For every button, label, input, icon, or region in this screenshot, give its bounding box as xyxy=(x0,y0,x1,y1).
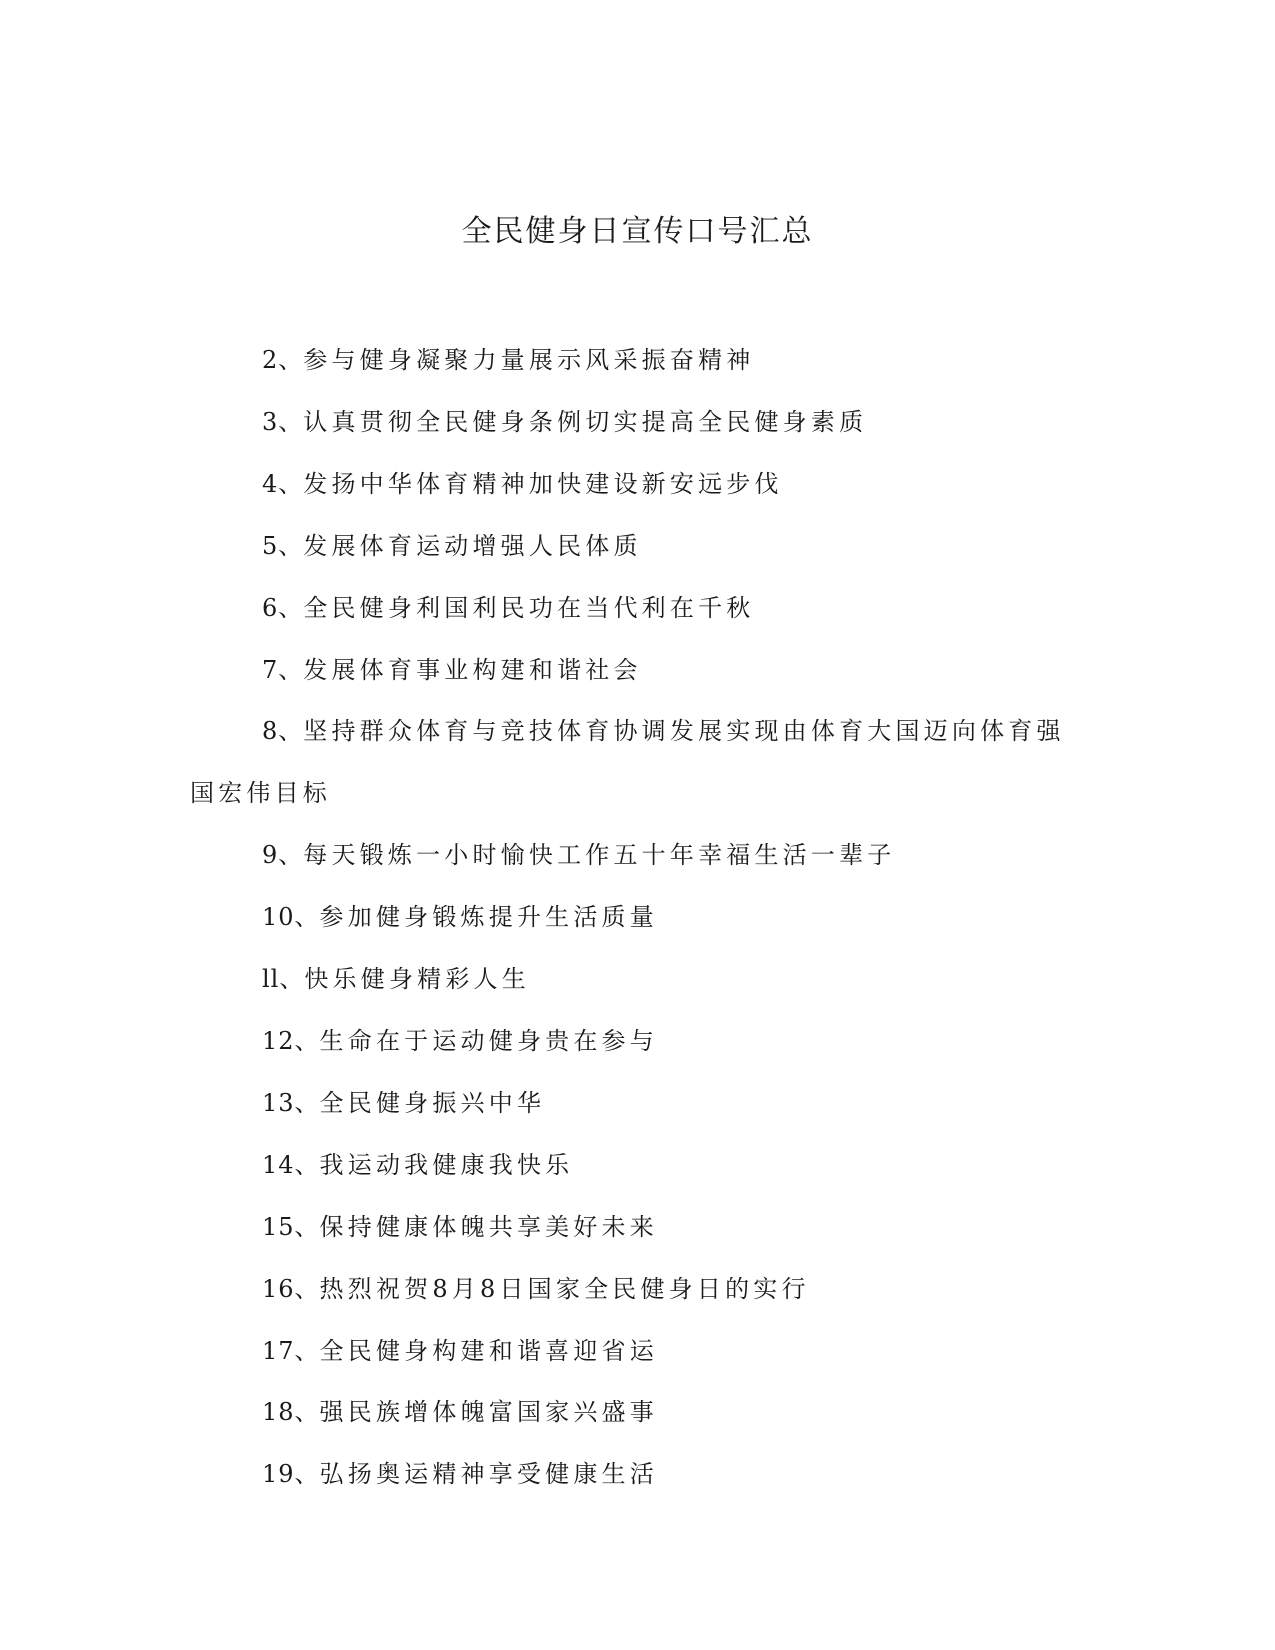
slogan-text: 快乐健身精彩人生 xyxy=(304,965,530,994)
slogan-item xyxy=(190,1135,1070,1197)
slogan-list xyxy=(190,330,1070,1506)
slogan-item xyxy=(190,454,1070,516)
slogan-text: 我运动我健康我快乐 xyxy=(319,1150,574,1179)
slogan-number: 5、 xyxy=(262,531,304,560)
slogan-number: 3、 xyxy=(262,407,304,436)
slogan-item xyxy=(190,701,1070,825)
slogan-item xyxy=(190,578,1070,640)
slogan-item xyxy=(190,1321,1070,1383)
slogan-item xyxy=(190,887,1070,949)
slogan-item xyxy=(190,949,1070,1011)
slogan-item xyxy=(190,516,1070,578)
slogan-number: 12、 xyxy=(262,1026,320,1055)
slogan-number: 4、 xyxy=(262,469,304,498)
slogan-number: 8、 xyxy=(262,717,304,746)
slogan-text: 发展体育事业构建和谐社会 xyxy=(303,655,642,684)
slogan-item xyxy=(190,392,1070,454)
slogan-item xyxy=(190,825,1070,887)
slogan-number: 6、 xyxy=(262,593,304,622)
slogan-item xyxy=(190,640,1070,702)
slogan-number: 14、 xyxy=(262,1150,320,1179)
slogan-number: 7、 xyxy=(262,655,304,684)
slogan-text: 全民健身振兴中华 xyxy=(319,1088,546,1117)
slogan-item xyxy=(190,1259,1070,1321)
slogan-text: 发展体育运动增强人民体质 xyxy=(303,531,642,560)
slogan-text: 每天锻炼一小时愉快工作五十年幸福生活一辈子 xyxy=(303,841,896,870)
slogan-number: 9、 xyxy=(262,841,304,870)
slogan-item xyxy=(190,1197,1070,1259)
slogan-number: 19、 xyxy=(262,1460,320,1489)
slogan-number: 10、 xyxy=(262,903,320,932)
slogan-text: 生命在于运动健身贵在参与 xyxy=(319,1026,658,1055)
slogan-text: 全民健身利国利民功在当代利在千秋 xyxy=(303,593,755,622)
slogan-text: 参与健身凝聚力量展示风采振奋精神 xyxy=(303,346,755,374)
slogan-text: 强民族增体魄富国家兴盛事 xyxy=(319,1398,658,1427)
slogan-text: 全民健身构建和谐喜迎省运 xyxy=(319,1336,658,1365)
slogan-item xyxy=(190,1073,1070,1135)
slogan-item xyxy=(190,1444,1070,1506)
slogan-number: ll、 xyxy=(262,965,305,994)
slogan-number: 15、 xyxy=(262,1212,320,1241)
slogan-text: 坚持群众体育与竞技体育协调发展实现由体育大国迈向体育强国宏伟目标 xyxy=(190,717,1065,808)
slogan-text: 认真贯彻全民健身条例切实提高全民健身素质 xyxy=(303,407,868,436)
slogan-item xyxy=(190,1011,1070,1073)
slogan-number: 2、 xyxy=(262,346,304,374)
document-title: 全民健身日宣传口号汇总 xyxy=(461,214,814,249)
slogan-text: 热烈祝贺8月8日国家全民健身日的实行 xyxy=(319,1274,810,1303)
slogan-item xyxy=(190,1382,1070,1444)
slogan-number: 13、 xyxy=(262,1088,320,1117)
slogan-number: 18、 xyxy=(262,1398,320,1427)
slogan-number: 17、 xyxy=(262,1336,320,1365)
slogan-text: 保持健康体魄共享美好未来 xyxy=(319,1212,658,1241)
slogan-text: 发扬中华体育精神加快建设新安远步伐 xyxy=(303,469,783,498)
slogan-text: 弘扬奥运精神享受健康生活 xyxy=(319,1460,658,1489)
slogan-item xyxy=(190,330,1070,392)
slogan-number: 16、 xyxy=(262,1274,320,1303)
slogan-text: 参加健身锻炼提升生活质量 xyxy=(319,903,658,932)
